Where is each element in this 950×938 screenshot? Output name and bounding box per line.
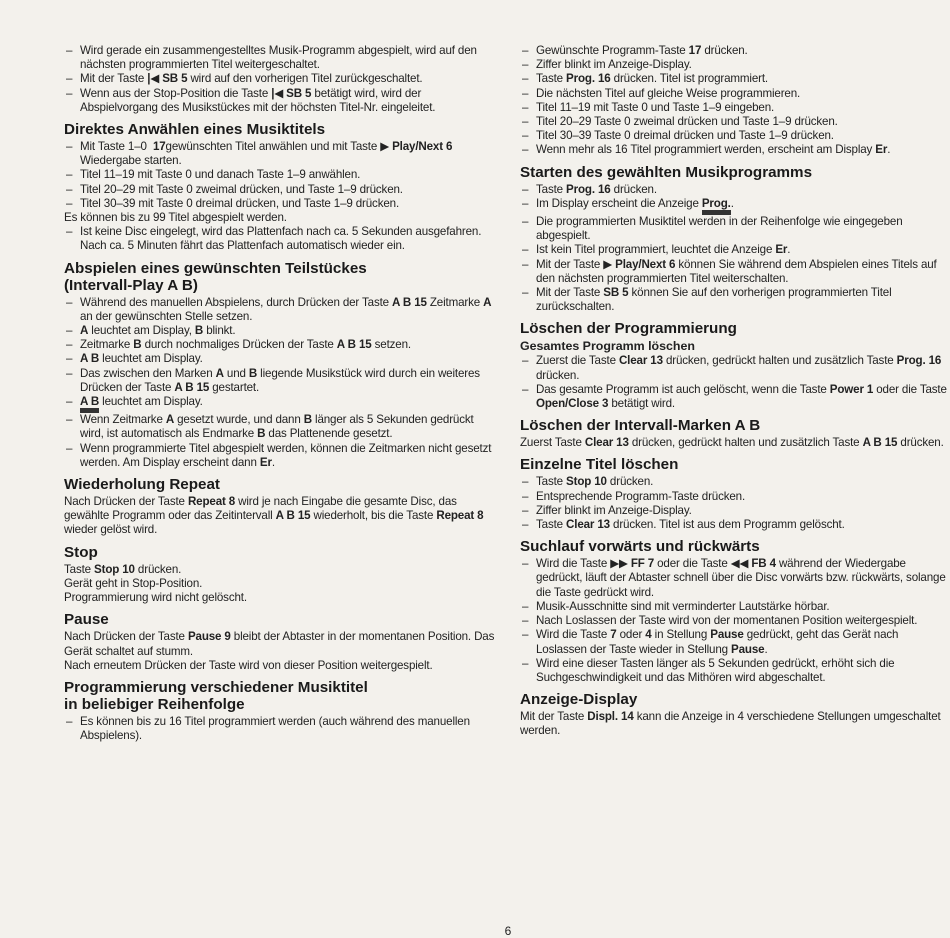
bullet-item: – Mit der Taste SB 5 können Sie auf den vorherigen programmierten Titel zurückschalten. xyxy=(520,286,950,314)
bullet-item: – Titel 30–39 Taste 0 dreimal drücken und Taste 1–9 drücken. xyxy=(520,129,950,143)
section-heading: Direktes Anwählen eines Musiktitels xyxy=(64,121,326,139)
bullet-item: – Mit Taste 1–0 17gewünschten Titel anwählen und mit Taste ▶ Play/Next 6 Wiedergabe starten. xyxy=(64,140,500,168)
paragraph: Es können bis zu 99 Titel abgespielt werden. xyxy=(64,211,287,225)
bullet-item: – Wird die Taste 7 oder 4 in Stellung Pause gedrückt, geht das Gerät nach Loslassen der Taste wieder in Stellung Pause. xyxy=(520,628,950,656)
bullet-item: – Taste Stop 10 drücken. xyxy=(520,475,950,489)
paragraph: Programmierung wird nicht gelöscht. xyxy=(64,591,247,605)
bullet-item: – Gewünschte Programm-Taste 17 drücken. xyxy=(520,44,950,58)
bullet-item: – Entsprechende Programm-Taste drücken. xyxy=(520,490,950,504)
section-heading: Pause xyxy=(64,611,109,629)
paragraph: Taste Stop 10 drücken. xyxy=(64,562,182,576)
right-column xyxy=(520,44,950,739)
section-heading: Starten des gewählten Musikprogramms xyxy=(520,163,813,181)
bullet-item: – Ist kein Titel programmiert, leuchtet die Anzeige Er. xyxy=(520,243,950,257)
section-heading: Programmierung verschiedener Musiktitel in beliebiger Reihenfolge xyxy=(64,678,368,713)
bullet-item: – Nach Loslassen der Taste wird von der momentanen Position weitergespielt. xyxy=(520,614,950,628)
bullet-item: – A leuchtet am Display, B blinkt. xyxy=(64,324,500,338)
bullet-item: – Taste Clear 13 drücken. Titel ist aus dem Programm gelöscht. xyxy=(520,518,950,532)
page-number: 6 xyxy=(504,924,512,938)
paragraph: Zuerst Taste Clear 13 drücken, gedrückt halten und zusätzlich Taste A B 15 drücken. xyxy=(520,436,944,450)
bullet-item: – Titel 11–19 mit Taste 0 und danach Taste 1–9 anwählen. xyxy=(64,168,500,182)
bullet-item: – Während des manuellen Abspielens, durch Drücken der Taste A B 15 Zeitmarke A an der gewünschten Stelle setzen. xyxy=(64,296,500,324)
paragraph: Nach erneutem Drücken der Taste wird von dieser Position weitergespielt. xyxy=(64,658,433,672)
section-heading: Löschen der Programmierung xyxy=(520,320,737,338)
bullet-item: – A B leuchtet am Display. xyxy=(64,395,500,409)
bullet-item: – Die programmierten Musiktitel werden in der Reihenfolge wie eingegeben abgespielt. xyxy=(520,215,950,243)
section-heading: Anzeige-Display xyxy=(520,691,638,709)
bullet-item: – Zuerst die Taste Clear 13 drücken, gedrückt halten und zusätzlich Taste Prog. 16 drücken. xyxy=(520,354,950,382)
bullet-item: – Wenn Zeitmarke A gesetzt wurde, und dann B länger als 5 Sekunden gedrückt wird, ist automatisch als Endmarke B das Plattenende gesetzt. xyxy=(64,413,500,441)
paragraph: Nach Drücken der Taste Pause 9 bleibt der Abtaster in der momentanen Position. Das Gerät schaltet auf stumm. xyxy=(64,630,495,658)
subsection-heading: Gesamtes Programm löschen xyxy=(520,339,695,354)
bullet-item: – Titel 20–29 mit Taste 0 zweimal drücken, und Taste 1–9 drücken. xyxy=(64,183,500,197)
bullet-item: – Ist keine Disc eingelegt, wird das Plattenfach nach ca. 5 Sekunden ausgefahren. Nach ca. 5 Minuten fährt das Plattenfach automatisch wieder ein. xyxy=(64,225,500,253)
bullet-item: – Taste Prog. 16 drücken. Titel ist programmiert. xyxy=(520,72,950,86)
bullet-item: – Das zwischen den Marken A und B liegende Musikstück wird durch ein weiteres Drücken der Taste A B 15 gestartet. xyxy=(64,367,500,395)
bullet-item: – Ziffer blinkt im Anzeige-Display. xyxy=(520,504,950,518)
section-heading: Abspielen eines gewünschten Teilstückes (Intervall-Play A B) xyxy=(64,259,367,294)
bullet-item: – Titel 30–39 mit Taste 0 dreimal drücken, und Taste 1–9 drücken. xyxy=(64,197,500,211)
bullet-item: – Im Display erscheint die Anzeige Prog.. xyxy=(520,197,950,211)
bullet-item: – Das gesamte Programm ist auch gelöscht, wenn die Taste Power 1 oder die Taste Open/Close 3 betätigt wird. xyxy=(520,383,950,411)
bullet-item: – Wenn aus der Stop-Position die Taste |◀ SB 5 betätigt wird, wird der Abspielvorgang des Musikstückes mit der höchsten Titel-Nr. eingeleitet. xyxy=(64,87,500,115)
bullet-item: – Wird eine dieser Tasten länger als 5 Sekunden gedrückt, erhöht sich die Suchgeschwindigkeit und das Mithören wird abgeschaltet. xyxy=(520,657,950,685)
bullet-item: – A B leuchtet am Display. xyxy=(64,352,500,366)
bullet-item: – Wird gerade ein zusammengestelltes Musik-Programm abgespielt, wird auf den nächsten programmierten Titel weitergeschaltet. xyxy=(64,44,500,72)
bullet-item: – Wenn programmierte Titel abgespielt werden, können die Zeitmarken nicht gesetzt werden. Am Display erscheint dann Er. xyxy=(64,442,500,470)
bullet-item: – Die nächsten Titel auf gleiche Weise programmieren. xyxy=(520,87,950,101)
bullet-item: – Taste Prog. 16 drücken. xyxy=(520,183,950,197)
bullet-item: – Musik-Ausschnitte sind mit verminderter Lautstärke hörbar. xyxy=(520,600,950,614)
bullet-item: – Ziffer blinkt im Anzeige-Display. xyxy=(520,58,950,72)
bullet-item: – Wird die Taste ▶▶ FF 7 oder die Taste ◀◀ FB 4 während der Wiedergabe gedrückt, läuft der Abtaster schnell über die Disc vorwärts bzw. rückwärts, solange die Taste gedrückt wird. xyxy=(520,557,950,600)
left-column xyxy=(64,44,500,743)
section-heading: Einzelne Titel löschen xyxy=(520,456,679,474)
bullet-item: – Mit der Taste |◀ SB 5 wird auf den vorherigen Titel zurückgeschaltet. xyxy=(64,72,500,86)
bullet-item: – Titel 20–29 Taste 0 zweimal drücken und Taste 1–9 drücken. xyxy=(520,115,950,129)
bullet-item: – Wenn mehr als 16 Titel programmiert werden, erscheint am Display Er. xyxy=(520,143,950,157)
paragraph: Nach Drücken der Taste Repeat 8 wird je nach Eingabe die gesamte Disc, das gewählte Programm oder das Zeitintervall A B 15 wiederholt, bis die Taste Repeat 8 wieder gelöst wird. xyxy=(64,495,484,537)
section-heading: Suchlauf vorwärts und rückwärts xyxy=(520,538,760,556)
bullet-item: – Zeitmarke B durch nochmaliges Drücken der Taste A B 15 setzen. xyxy=(64,338,500,352)
section-heading: Wiederholung Repeat xyxy=(64,476,220,494)
section-heading: Löschen der Intervall-Marken A B xyxy=(520,417,761,435)
bullet-item: – Titel 11–19 mit Taste 0 und Taste 1–9 eingeben. xyxy=(520,101,950,115)
paragraph: Mit der Taste Displ. 14 kann die Anzeige in 4 verschiedene Stellungen umgeschaltet werden. xyxy=(520,710,941,738)
bullet-item: – Es können bis zu 16 Titel programmiert werden (auch während des manuellen Abspielens). xyxy=(64,715,500,743)
section-heading: Stop xyxy=(64,543,98,561)
bullet-item: – Mit der Taste ▶ Play/Next 6 können Sie während dem Abspielen eines Titels auf den nächsten programmierten Titel weiterschalten. xyxy=(520,258,950,286)
paragraph: Gerät geht in Stop-Position. xyxy=(64,576,203,590)
